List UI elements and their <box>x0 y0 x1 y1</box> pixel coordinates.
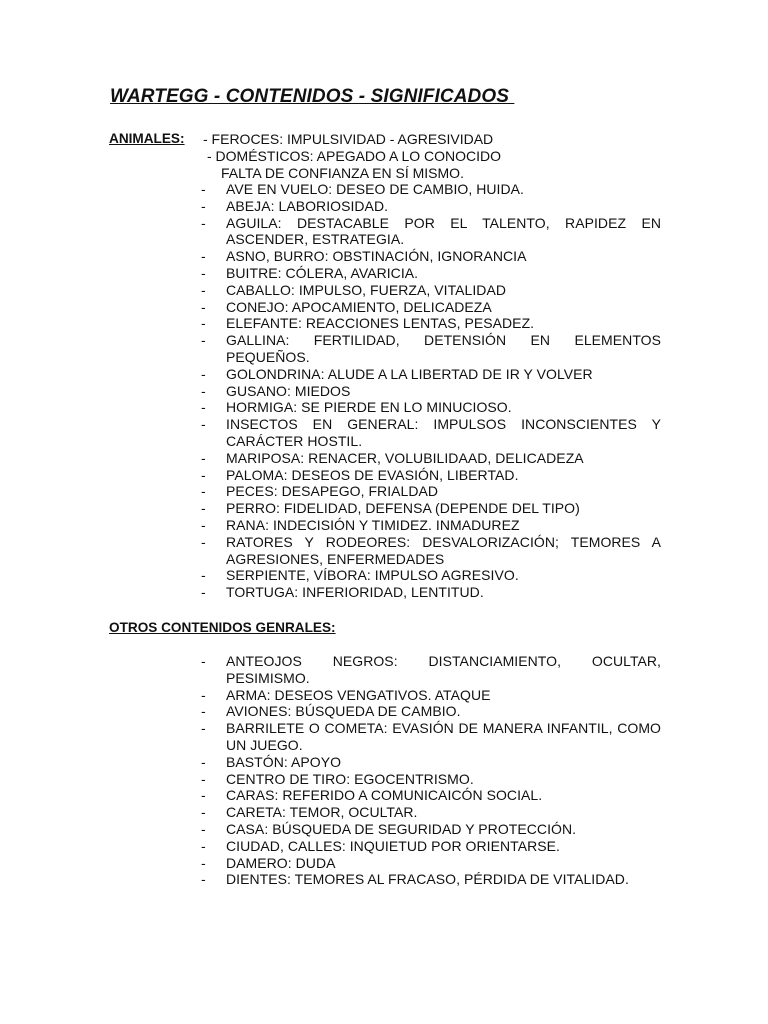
list-item: - GUSANO: MIEDOS <box>201 382 351 399</box>
list-item: - CIUDAD, CALLES: INQUIETUD POR ORIENTARSE. <box>201 837 560 854</box>
animales-list <box>201 181 661 601</box>
list-item: - DIENTES: TEMORES AL FRACASO, PÉRDIDA DE VITALIDAD. <box>201 871 629 888</box>
list-item: - MARIPOSA: RENACER, VOLUBILIDAAD, DELICADEZA <box>201 449 584 466</box>
list-item: - BUITRE: CÓLERA, AVARICIA. <box>201 264 419 281</box>
list-item: - ANTEOJOS NEGROS: DISTANCIAMIENTO, OCULTAR, PESIMISMO. <box>201 653 661 686</box>
page-title: WARTEGG - CONTENIDOS - SIGNIFICADOS <box>110 86 515 107</box>
list-item: - ASNO, BURRO: OBSTINACIÓN, IGNORANCIA <box>201 248 527 265</box>
list-item: - AVE EN VUELO: DESEO DE CAMBIO, HUIDA. <box>201 181 524 197</box>
list-item: - GOLONDRINA: ALUDE A LA LIBERTAD DE IR Y VOLVER <box>201 365 593 382</box>
list-item: - CASA: BÚSQUEDA DE SEGURIDAD Y PROTECCIÓN. <box>201 820 577 837</box>
list-item: - ARMA: DESEOS VENGATIVOS. ATAQUE <box>201 686 491 703</box>
list-item: - AGUILA: DESTACABLE POR EL TALENTO, RAPIDEZ EN ASCENDER, ESTRATEGIA. <box>201 214 661 248</box>
list-item: - CARETA: TEMOR, OCULTAR. <box>201 804 418 821</box>
list-item: - RATORES Y RODEORES: DESVALORIZACIÓN; TEMORES A AGRESIONES, ENFERMEDADES <box>201 533 661 567</box>
list-item: - TORTUGA: INFERIORIDAD, LENTITUD. <box>201 584 484 601</box>
list-item: - ABEJA: LABORIOSIDAD. <box>201 197 389 214</box>
list-item: - BASTÓN: APOYO <box>201 753 342 770</box>
section-label-animales: ANIMALES: <box>109 131 185 146</box>
intro-line-domesticos: - DOMÉSTICOS: APEGADO A LO CONOCIDO <box>207 148 502 164</box>
list-item: - ELEFANTE: REACCIONES LENTAS, PESADEZ. <box>201 315 535 332</box>
list-item: - CENTRO DE TIRO: EGOCENTRISMO. <box>201 770 474 787</box>
list-item: - CONEJO: APOCAMIENTO, DELICADEZA <box>201 298 492 315</box>
intro-line-falta-confianza: FALTA DE CONFIANZA EN SÍ MISMO. <box>221 165 464 181</box>
list-item: - INSECTOS EN GENERAL: IMPULSOS INCONSCIENTES Y CARÁCTER HOSTIL. <box>201 416 661 449</box>
otros-list <box>201 653 661 888</box>
list-item: - PALOMA: DESEOS DE EVASIÓN, LIBERTAD. <box>201 466 519 483</box>
list-item: - BARRILETE O COMETA: EVASIÓN DE MANERA INFANTIL, COMO UN JUEGO. <box>201 720 661 753</box>
list-item: - RANA: INDECISIÓN Y TIMIDEZ. INMADUREZ <box>201 516 520 533</box>
section-label-otros: OTROS CONTENIDOS GENRALES: <box>109 620 336 635</box>
list-item: - GALLINA: FERTILIDAD, DETENSIÓN EN ELEMENTOS PEQUEÑOS. <box>201 332 661 365</box>
intro-line-feroces: - FEROCES: IMPULSIVIDAD - AGRESIVIDAD <box>203 131 494 147</box>
list-item: - HORMIGA: SE PIERDE EN LO MINUCIOSO. <box>201 399 512 416</box>
list-item: - CABALLO: IMPULSO, FUERZA, VITALIDAD <box>201 281 506 298</box>
list-item: - CARAS: REFERIDO A COMUNICAICÓN SOCIAL. <box>201 787 543 804</box>
list-item: - DAMERO: DUDA <box>201 854 336 871</box>
list-item: - SERPIENTE, VÍBORA: IMPULSO AGRESIVO. <box>201 567 519 584</box>
list-item: - PERRO: FIDELIDAD, DEFENSA (DEPENDE DEL TIPO) <box>201 500 580 517</box>
list-item: - PECES: DESAPEGO, FRIALDAD <box>201 483 439 500</box>
list-item: - AVIONES: BÚSQUEDA DE CAMBIO. <box>201 703 461 720</box>
